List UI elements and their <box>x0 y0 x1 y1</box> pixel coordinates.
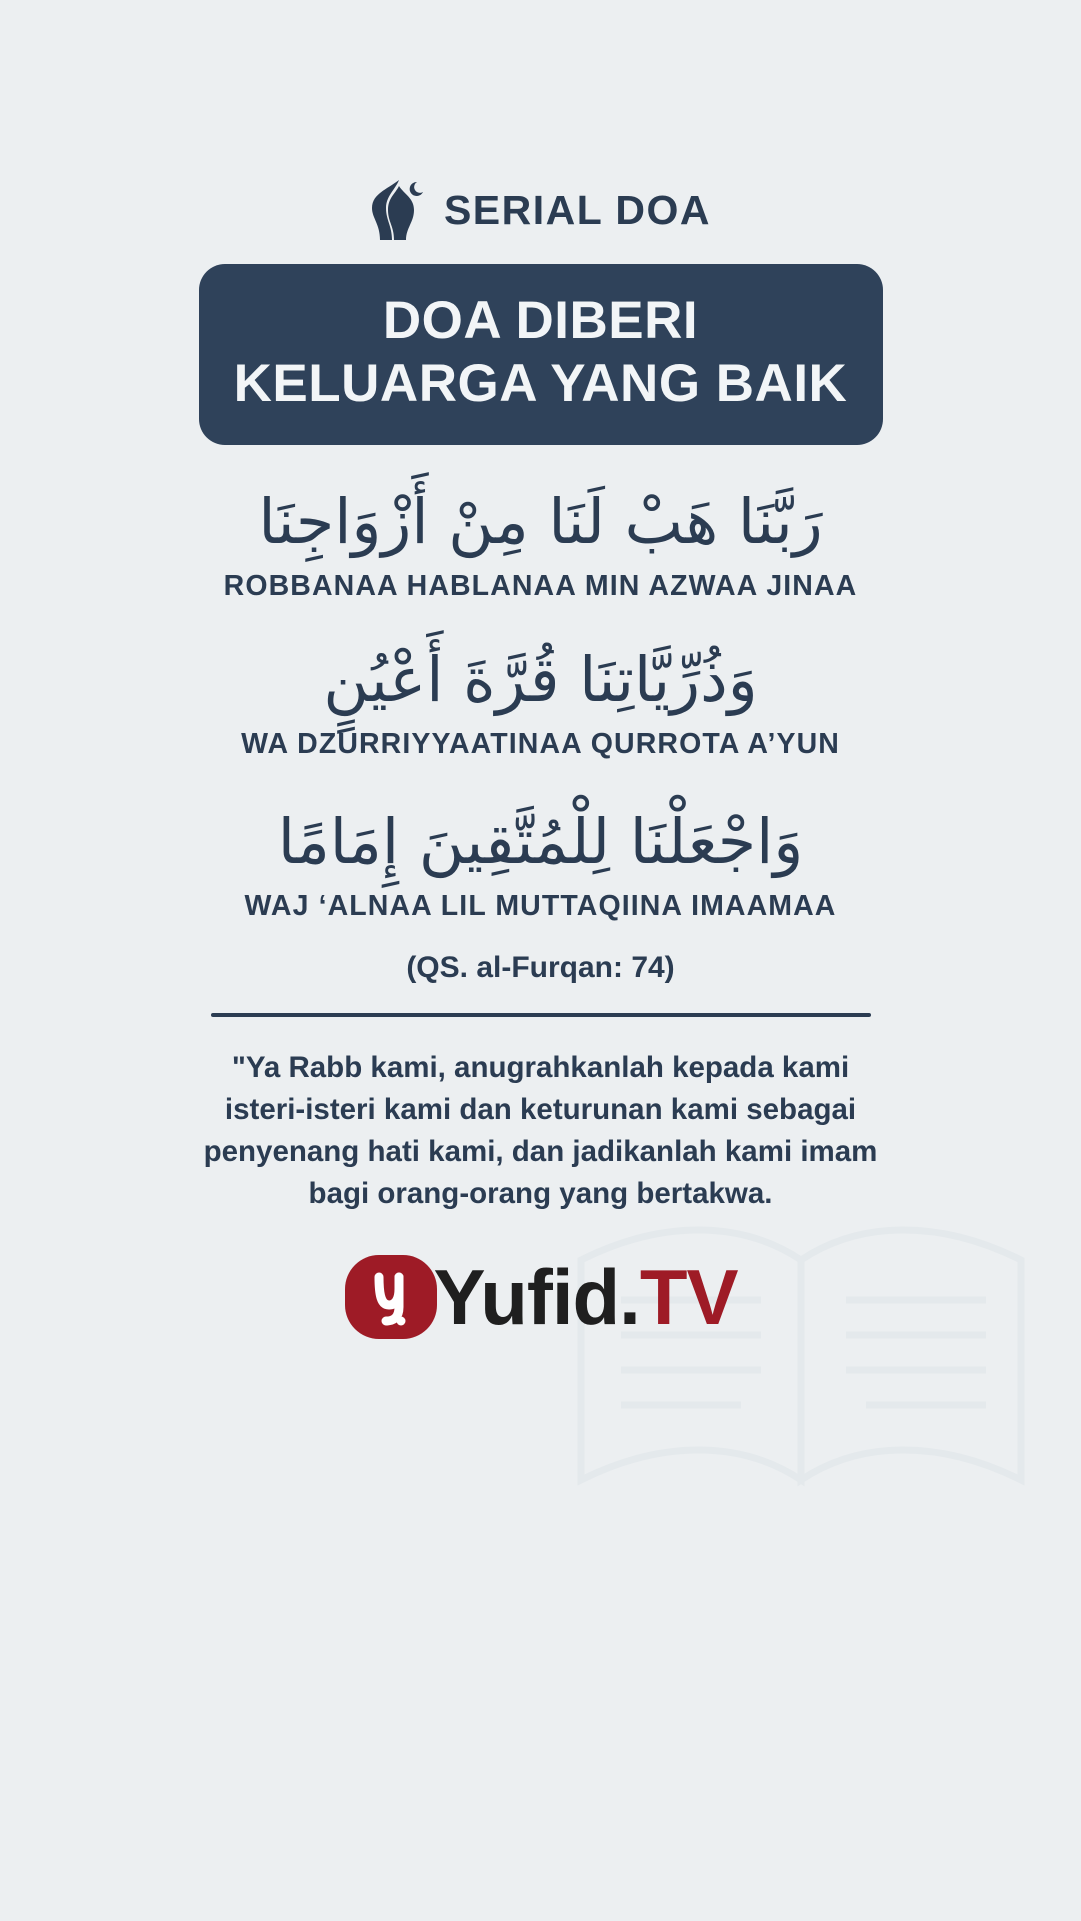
transliteration-2: WA DZURRIYYAATINAA QURROTA A’YUN <box>241 728 840 761</box>
yufid-y-mark-icon <box>343 1249 447 1345</box>
arabic-text-1: رَبَّنَا هَبْ لَنَا مِنْ أَزْوَاجِنَا <box>258 485 823 559</box>
ayah-block-3 <box>0 795 1081 923</box>
page-title-line-1: DOA DIBERI <box>382 291 699 350</box>
logo-word-accent: TV <box>639 1252 738 1341</box>
divider <box>211 1013 871 1017</box>
quran-reference: (QS. al-Furqan: 74) <box>406 951 675 985</box>
arabic-text-2: وَذُرِّيَّاتِنَا قُرَّةَ أَعْيُنٍ <box>323 643 758 717</box>
transliteration-3: WAJ ‘ALNAA LIL MUTTAQIINA IMAAMAA <box>244 890 837 923</box>
brand-label: SERIAL DOA <box>443 186 712 233</box>
page-title-line-2: KELUARGA YANG BAIK <box>233 353 848 413</box>
brand-header <box>370 178 711 242</box>
logo-word-main: Yufid. <box>433 1252 640 1341</box>
mosque-dome-icon <box>370 178 428 242</box>
transliteration-1: ROBBANAA HABLANAA MIN AZWAA JINAA <box>223 570 858 603</box>
yufid-tv-logo <box>343 1249 737 1345</box>
title-plate <box>199 264 883 445</box>
arabic-text-3: وَاجْعَلْنَا لِلْمُتَّقِينَ إِمَامًا <box>277 805 804 879</box>
translation-text: "Ya Rabb kami, anugrahkanlah kepada kami isteri-isteri kami dan keturunan kami sebagai penyenang hati kami, dan jadikanlah kami imam bagi orang-orang yang bertakwa. <box>203 1051 878 1210</box>
ayah-block-1 <box>0 475 1081 603</box>
ayah-block-2 <box>0 633 1081 761</box>
logo-wordmark <box>433 1252 738 1341</box>
